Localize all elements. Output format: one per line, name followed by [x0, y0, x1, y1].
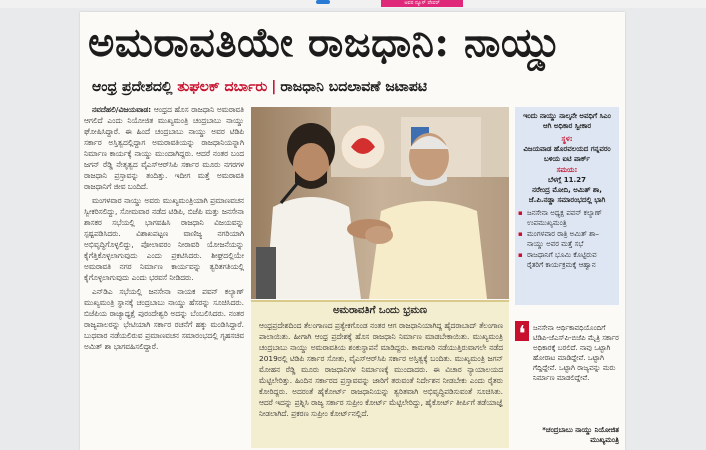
bullet-item: ▪ ರಾಜಧಾನಿಗೆ ಭೂಮಿ ಕೊಟ್ಟಿರುವ ರೈತರಿಗೆ ಕಾರ್ಯಕ್ರಮಕ್ಕೆ ಆಹ್ವಾನ	[527, 250, 615, 270]
time-value: ಬೆಳಗ್ಗೆ 11.27	[548, 176, 586, 184]
article-body	[84, 104, 244, 444]
news-photo	[251, 107, 509, 299]
headline: ಅಮರಾವತಿಯೇ ರಾಜಧಾನಿ: ನಾಯ್ಡು	[88, 19, 562, 66]
top-strip	[0, 0, 706, 8]
subhead-part2: ರಾಜಧಾನಿ ಬದಲಾವಣೆ ಜಟಾಪಟಿ	[280, 79, 427, 95]
dateline: ನವದೆಹಲಿ/ವಿಜಯವಾಡ:	[92, 105, 152, 114]
bullet-item: ▪ ಜನಸೇನಾ ಅಧ್ಯಕ್ಷ ಪವನ್ ಕಲ್ಯಾಣ್ ಉಪಮುಖ್ಯಮಂತ್ರಿ	[527, 208, 615, 228]
quote-attribution: *ಚಂದ್ರಬಾಬು ನಾಯ್ಡು ನಿಯೋಜಿತ ಮುಖ್ಯಮಂತ್ರಿ	[542, 426, 619, 444]
bullet-item: ▪ ಮಂಗಳವಾರ ರಾತ್ರಿ ಅಮಿತ್ ಶಾ–ನಾಯ್ಡು ಅವರ ಮತ್ತೆ ಸಭೆ	[527, 229, 615, 249]
place-label: ಸ್ಥಳ:	[561, 135, 573, 143]
subhead-part1: ಆಂಧ್ರ ಪ್ರದೇಶದಲ್ಲಿ	[92, 79, 173, 95]
article-text: ಆಂಧ್ರದ ಹೊಸ ರಾಜಧಾನಿ ಅಮರಾವತಿ ಆಗಲಿದೆ ಎಂದು ನಿಯೋಜಿತ ಮುಖ್ಯಮಂತ್ರಿ ಚಂದ್ರಬಾಬು ನಾಯ್ಡು ಘೋಷಿಸಿದ್ದಾರೆ. ಈ ಹಿಂದೆ ಚಂದ್ರಬಾಬು ನಾಯ್ಡು ಅವರ ಟಿಡಿಪಿ ಸರ್ಕಾರ ಅಸ್ತಿತ್ವದಲ್ಲಿದ್ದಾಗ ಅಮರಾವತಿಯನ್ನು ರಾಜಧಾನಿಯನ್ನಾಗಿ ನಿರ್ಮಾಣ ಕಾರ್ಯಕ್ಕೆ ನಾಯ್ಡು ಮುಂದಾಗಿದ್ದರು. ಆದರೆ ನಂತರ ಬಂದ ಜಗನ್ ರೆಡ್ಡಿ ನೇತೃತ್ವದ ವೈಎಸ್‌ಆರ್‌ಸಿಪಿ ಸರ್ಕಾರ ಮೂರು ನಗರಗಳ ರಾಜಧಾನಿ ಪ್ರಸ್ತಾವನ್ನು ತಂದಿತ್ತು. ಇದೀಗ ಮತ್ತೆ ಅಮರಾವತಿ ರಾಜಧಾನಿಗೆ ಜೀವ ಬಂದಿದೆ.	[84, 105, 244, 191]
sidebar-panel	[515, 107, 619, 305]
quote-text: ಜನಸೇನಾ ಆರ್ಥಿಕಾವಧಿಯೊಂದಿಗೆ ಟಿಡಿಪಿ-ಜೆಎಸ್‌ಪಿ-ಬಿಜೆಪಿ ಮೈತ್ರಿ ಸರ್ಕಾರ ಅಧಿಕಾರಕ್ಕೆ ಬರಲಿದೆ. ನಾವು ಒಟ್ಟಾಗಿ ಹೋರಾಟ ಮಾಡಿದ್ದೇವೆ. ಒಟ್ಟಾಗಿ ಗೆದ್ದಿದ್ದೇವೆ. ಒಟ್ಟಾಗಿ ರಾಜ್ಯವನ್ನು ಮರು ನಿರ್ಮಾಣ ಮಾಡಲಿದ್ದೇವೆ.	[533, 324, 619, 382]
time-label: ಸಮಯ:	[556, 166, 578, 174]
info-box	[251, 300, 509, 448]
sidebar-intro: ಇಂದು ನಾಯ್ಡು ನಾಲ್ಕನೇ ಅವಧಿಗೆ ಸಿಎಂ ಆಗಿ ಅಧಿಕಾರ ಸ್ವೀಕಾರ	[523, 112, 611, 130]
sidebar-bullets	[515, 208, 619, 270]
info-box-body: ಆಂಧ್ರಪ್ರದೇಶದಿಂದ ತೆಲಂಗಾಣದ ಪ್ರತ್ಯೇಕಗೊಂಡ ನಂತರ ಆಗ ರಾಜಧಾನಿಯಾಗಿದ್ದ ಹೈದರಾಬಾದ್ ತೆಲಂಗಾಣ ಪಾಲಾಯಿತು. ಹೀಗಾಗಿ ಆಂಧ್ರ ಪ್ರದೇಶಕ್ಕೆ ಹೊಸ ರಾಜಧಾನಿ ನಿರ್ಮಾಣ ಮಾಡಬೇಕಾಯಿತು. ಮುಖ್ಯಮಂತ್ರಿ ಚಂದ್ರಬಾಬು ನಾಯ್ಡು ಅಮರಾವತಿಯ ಶಂಕುಸ್ಥಾಪನೆ ಮಾಡಿದ್ದರು. ಕಾಮಗಾರಿ ನಡೆಯುತ್ತಿರುವಾಗಲೇ ನಡೆದ 2019ರಲ್ಲಿ ಟಿಡಿಪಿ ಸರ್ಕಾರ ಸೋತು, ವೈಎಸ್‌ಆರ್‌ಸಿಪಿ ಸರ್ಕಾರ ಅಸ್ತಿತ್ವಕ್ಕೆ ಬಂದಿತು. ಮುಖ್ಯಮಂತ್ರಿ ಜಗನ್ ಮೋಹನ ರೆಡ್ಡಿ ಮೂರು ರಾಜಧಾನಿಗಳ ನಿರ್ಮಾಣಕ್ಕೆ ಮುಂದಾದರು. ಈ ವಿಚಾರ ನ್ಯಾಯಾಲಯದ ಮೆಟ್ಟಿಲೇರಿತ್ತು. ಹಿಂದಿನ ಸರ್ಕಾರದ ಪ್ರಸ್ತಾವವನ್ನು ಜಾರಿಗೆ ತರುವಂತೆ ನಿರ್ದೇಶನ ನೀಡಬೇಕು ಎಂದು ರೈತರು ಕೋರಿದ್ದರು. ಅದರಂತೆ ಹೈಕೋರ್ಟ್ ರಾಜಧಾನಿಯನ್ನು ತ್ವರಿತವಾಗಿ ಅಭಿವೃದ್ಧಿಪಡಿಸುವಂತೆ ಸೂಚಿಸಿತು. ಆದರೆ ಇದನ್ನು ಪ್ರಶ್ನಿಸಿ ರಾಜ್ಯ ಸರ್ಕಾರ ಸುಪ್ರೀಂ ಕೋರ್ಟ್ ಮೆಟ್ಟಿಲೇರಿದ್ದು, ಹೈಕೋರ್ಟ್ ತೀರ್ಪಿಗೆ ತಡೆಯಾಜ್ಞೆ ನೀಡಲಾಗಿದೆ. ಪ್ರಕರಣ ಸುಪ್ರೀಂ ಕೋರ್ಟ್‌ನಲ್ಲಿದೆ.	[259, 321, 503, 418]
top-badge: ಅವರ ನ್ಯೂಸ್ ‌ಪೇಪರ್	[381, 0, 463, 7]
article-paragraph: ಎನ್‌ಡಿಎ ಸಭೆಯಲ್ಲಿ ಜನಸೇನಾ ನಾಯಕ ಪವನ್ ಕಲ್ಯಾಣ್ ಮುಖ್ಯಮಂತ್ರಿ ಸ್ಥಾನಕ್ಕೆ ಚಂದ್ರಬಾಬು ನಾಯ್ಡು ಹೆಸರನ್ನು ಸೂಚಿಸಿದರು. ಬಿಜೆಪಿಯ ರಾಜ್ಯಾಧ್ಯಕ್ಷೆ ಪುರಂದೇಶ್ವರಿ ಅದನ್ನು ಬೆಂಬಲಿಸಿದರು. ನಂತರ ರಾಜ್ಯಪಾಲರನ್ನು ಭೇಟಿಯಾಗಿ ಸರ್ಕಾರ ರಚನೆಗೆ ಹಕ್ಕು ಮಂಡಿಸಿದ್ದಾರೆ. ಬುಧವಾರ ನಡೆಯಲಿರುವ ಪ್ರಮಾಣವಚನ ಸಮಾರಂಭದಲ್ಲಿ ಗೃಹಸಚಿವ ಅಮಿತ್ ಶಾ ಭಾಗವಹಿಸಲಿದ್ದಾರೆ.	[84, 287, 244, 351]
quote-box	[515, 321, 619, 448]
subhead-separator: |	[271, 79, 277, 95]
newspaper-page	[80, 12, 625, 450]
place-value: ವಿಜಯವಾಡ ಹೊರವಲಯದ ಗನ್ನವರಂ ಬಳಿಯ ಐಟಿ ಪಾರ್ಕ್	[523, 145, 611, 163]
article-paragraph	[84, 104, 244, 192]
quote-mark-icon: ❛	[515, 321, 529, 341]
subheadline	[92, 78, 622, 96]
share-icon[interactable]	[316, 0, 330, 4]
guests-text: ನರೇಂದ್ರ ಮೋದಿ, ಅಮಿತ್ ಶಾ, ಜೆ.ಪಿ.ನಡ್ಡಾ ಸಮಾರಂಭದಲ್ಲಿ ಭಾಗಿ	[528, 186, 606, 204]
article-paragraph: ಮಂಗಳವಾರ ನಾಯ್ಡು ಅವರು ಮುಖ್ಯಮಂತ್ರಿಯಾಗಿ ಪ್ರಮಾಣವಚನ ಸ್ವೀಕರಿಸಲಿದ್ದು, ಸೋಮವಾರ ನಡೆದ ಟಿಡಿಪಿ, ಬಿಜೆಪಿ ಮತ್ತು ಜನಸೇನಾ ಶಾಸಕರ ಸಭೆಯಲ್ಲಿ ಭಾಗವಹಿಸಿ ರಾಜಧಾನಿ ವಿಜಯವನ್ನು ಸ್ಪಷ್ಟಪಡಿಸಿದರು. ವಿಶಾಖಪಟ್ಟಣ ವಾಣಿಜ್ಯ ನಗರಿಯಾಗಿ ಅಭಿವೃದ್ಧಿಗೊಳ್ಳಲಿದ್ದು, ಪೋಲಾವರಂ ನೀರಾವರಿ ಯೋಜನೆಯನ್ನು ಕೈಗೆತ್ತಿಕೊಳ್ಳಲಾಗುವುದು ಎಂದು ಪ್ರಕಟಿಸಿದರು. ಶೀಘ್ರದಲ್ಲಿಯೇ ಅಮರಾವತಿ ನಗರ ನಿರ್ಮಾಣ ಕಾರ್ಯವನ್ನು ತ್ವರಿತಗತಿಯಲ್ಲಿ ಕೈಗೊಳ್ಳಲಾಗುವುದು ಎಂದು ಭರವಸೆ ನೀಡಿದರು.	[84, 196, 244, 282]
subhead-highlight: ತುಘಲಕ್ ದರ್ಬಾರು	[177, 79, 268, 95]
photo-illustration	[251, 107, 509, 299]
info-box-title: ಅಮರಾವತಿಗೆ ಒಂದು ಭ್ರಮಣ	[332, 305, 428, 316]
